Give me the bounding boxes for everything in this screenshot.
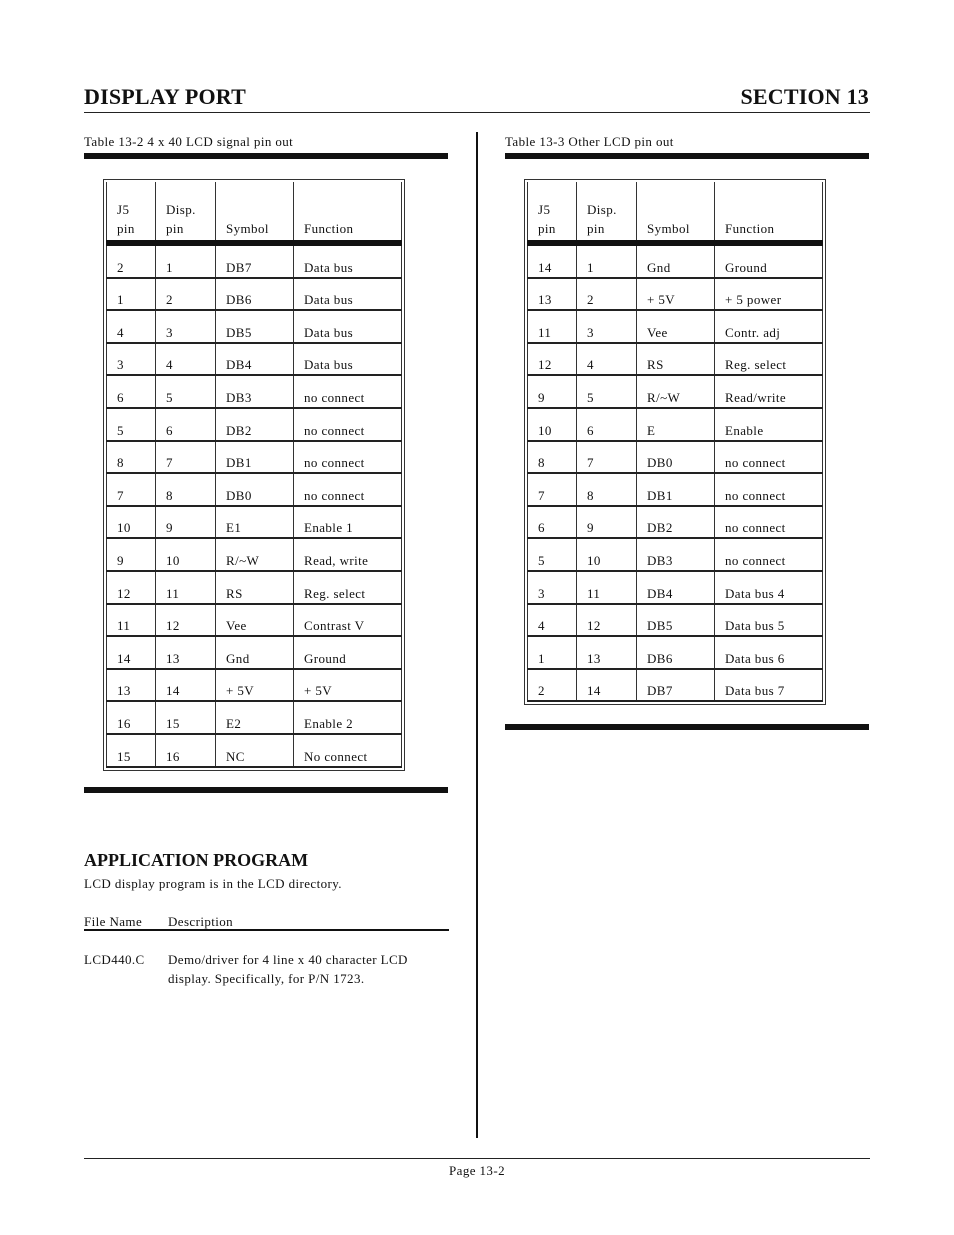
- table-row: [528, 473, 823, 506]
- table-cell: Reg. select: [294, 571, 402, 604]
- table-cell: 14: [528, 243, 577, 278]
- table-cell: 8: [577, 473, 637, 506]
- table-cell: Enable: [715, 408, 823, 441]
- table-cell: 4: [156, 343, 216, 376]
- table-13-3-grid: [527, 182, 823, 702]
- table-row: [528, 506, 823, 539]
- table-cell: 11: [156, 571, 216, 604]
- section-title: DISPLAY PORT: [84, 84, 246, 109]
- table-cell: DB3: [216, 375, 294, 408]
- table-cell: RS: [216, 571, 294, 604]
- table-cell: DB7: [637, 669, 715, 702]
- column-header: Function: [715, 182, 823, 243]
- table-cell: Ground: [715, 243, 823, 278]
- table-13-2-caption: Table 13-2 4 x 40 LCD signal pin out: [84, 134, 294, 149]
- header-row: [528, 182, 823, 243]
- table-cell: 12: [107, 571, 156, 604]
- table-cell: 10: [156, 538, 216, 571]
- table-cell: 8: [107, 441, 156, 474]
- table-cell: no connect: [715, 538, 823, 571]
- table-cell: Vee: [216, 604, 294, 637]
- file-description-line-1: Demo/driver for 4 line x 40 character LCD: [168, 952, 408, 967]
- table-cell: 3: [107, 343, 156, 376]
- table-cell: DB3: [637, 538, 715, 571]
- table-cell: 1: [577, 243, 637, 278]
- table-13-2-bottom-bar: [84, 787, 448, 793]
- table-cell: 3: [577, 310, 637, 343]
- table-cell: DB7: [216, 243, 294, 278]
- column-header: Function: [294, 182, 402, 243]
- table-13-2-top-bar: [84, 153, 448, 159]
- table-cell: 15: [107, 734, 156, 767]
- table-13-2-grid: [106, 182, 402, 768]
- table-cell: 16: [107, 701, 156, 734]
- table-cell: 13: [577, 636, 637, 669]
- table-13-3-bottom-bar: [505, 724, 869, 730]
- table-cell: 7: [528, 473, 577, 506]
- table-cell: 5: [107, 408, 156, 441]
- table-row: [107, 571, 402, 604]
- table-row: [107, 243, 402, 278]
- table-cell: Vee: [637, 310, 715, 343]
- table-row: [107, 278, 402, 311]
- table-cell: 8: [528, 441, 577, 474]
- table-cell: NC: [216, 734, 294, 767]
- table-cell: 5: [528, 538, 577, 571]
- table-13-3-caption: Table 13-3 Other LCD pin out: [505, 134, 674, 149]
- table-cell: 5: [156, 375, 216, 408]
- footer-rule: [84, 1158, 870, 1159]
- table-cell: 15: [156, 701, 216, 734]
- table-cell: no connect: [715, 473, 823, 506]
- table-cell: DB4: [216, 343, 294, 376]
- table-cell: 7: [107, 473, 156, 506]
- table-cell: 5: [577, 375, 637, 408]
- column-header: Disp. pin: [156, 182, 216, 243]
- column-header: Symbol: [637, 182, 715, 243]
- table-cell: Ground: [294, 636, 402, 669]
- table-cell: + 5V: [637, 278, 715, 311]
- table-row: [528, 243, 823, 278]
- table-cell: Enable 2: [294, 701, 402, 734]
- file-name: LCD440.C: [84, 952, 145, 967]
- table-cell: 16: [156, 734, 216, 767]
- table-cell: Contr. adj: [715, 310, 823, 343]
- column-divider: [476, 132, 478, 1138]
- table-cell: Gnd: [637, 243, 715, 278]
- table-cell: 9: [156, 506, 216, 539]
- table-cell: Data bus 7: [715, 669, 823, 702]
- page-number: Page 13-2: [449, 1163, 505, 1178]
- file-description-line-2: display. Specifically, for P/N 1723.: [168, 971, 365, 986]
- table-cell: Enable 1: [294, 506, 402, 539]
- table-row: [107, 506, 402, 539]
- header-row: [107, 182, 402, 243]
- table-cell: Reg. select: [715, 343, 823, 376]
- table-cell: E2: [216, 701, 294, 734]
- table-cell: DB2: [216, 408, 294, 441]
- table-cell: 2: [577, 278, 637, 311]
- table-cell: no connect: [715, 441, 823, 474]
- table-cell: 12: [577, 604, 637, 637]
- table-cell: R/~W: [216, 538, 294, 571]
- table-row: [528, 278, 823, 311]
- description-header: Description: [168, 914, 234, 929]
- table-row: [107, 538, 402, 571]
- table-row: [528, 408, 823, 441]
- table-cell: + 5V: [216, 669, 294, 702]
- table-cell: 12: [156, 604, 216, 637]
- application-intro: LCD display program is in the LCD directory.: [84, 876, 342, 891]
- file-list-rule: [84, 929, 449, 931]
- column-header: Disp. pin: [577, 182, 637, 243]
- table-cell: 1: [107, 278, 156, 311]
- table-row: [528, 343, 823, 376]
- table-cell: 13: [107, 669, 156, 702]
- column-header: J5 pin: [528, 182, 577, 243]
- table-row: [107, 375, 402, 408]
- table-row: [528, 441, 823, 474]
- table-cell: 8: [156, 473, 216, 506]
- table-cell: 12: [528, 343, 577, 376]
- table-cell: Data bus 6: [715, 636, 823, 669]
- table-cell: DB5: [637, 604, 715, 637]
- table-cell: No connect: [294, 734, 402, 767]
- table-row: [107, 701, 402, 734]
- table-cell: 2: [528, 669, 577, 702]
- table-cell: 4: [107, 310, 156, 343]
- table-row: [107, 310, 402, 343]
- table-cell: DB1: [216, 441, 294, 474]
- application-program-heading: APPLICATION PROGRAM: [84, 850, 309, 870]
- table-cell: 6: [577, 408, 637, 441]
- table-cell: 7: [156, 441, 216, 474]
- table-cell: 2: [156, 278, 216, 311]
- table-cell: 6: [156, 408, 216, 441]
- table-row: [528, 571, 823, 604]
- table-cell: + 5 power: [715, 278, 823, 311]
- table-cell: no connect: [294, 473, 402, 506]
- table-cell: DB5: [216, 310, 294, 343]
- table-cell: 6: [528, 506, 577, 539]
- table-cell: 14: [107, 636, 156, 669]
- table-13-3: [524, 179, 826, 705]
- table-row: [528, 636, 823, 669]
- table-cell: DB2: [637, 506, 715, 539]
- table-cell: 2: [107, 243, 156, 278]
- table-cell: 9: [107, 538, 156, 571]
- table-cell: 4: [528, 604, 577, 637]
- table-cell: Data bus: [294, 243, 402, 278]
- table-cell: 9: [528, 375, 577, 408]
- section-number: SECTION 13: [740, 84, 869, 109]
- table-cell: Gnd: [216, 636, 294, 669]
- table-cell: DB0: [216, 473, 294, 506]
- table-cell: 7: [577, 441, 637, 474]
- table-cell: E: [637, 408, 715, 441]
- table-cell: 3: [528, 571, 577, 604]
- table-cell: R/~W: [637, 375, 715, 408]
- table-cell: Data bus: [294, 310, 402, 343]
- table-cell: 11: [528, 310, 577, 343]
- table-row: [107, 408, 402, 441]
- table-cell: Read, write: [294, 538, 402, 571]
- table-cell: Data bus 4: [715, 571, 823, 604]
- table-cell: DB0: [637, 441, 715, 474]
- table-row: [528, 538, 823, 571]
- table-cell: Data bus: [294, 278, 402, 311]
- table-cell: 14: [577, 669, 637, 702]
- table-cell: 4: [577, 343, 637, 376]
- table-cell: DB4: [637, 571, 715, 604]
- table-cell: Contrast V: [294, 604, 402, 637]
- table-cell: Read/write: [715, 375, 823, 408]
- table-cell: 14: [156, 669, 216, 702]
- table-row: [528, 375, 823, 408]
- table-row: [107, 473, 402, 506]
- table-row: [528, 669, 823, 702]
- table-row: [107, 343, 402, 376]
- table-cell: 3: [156, 310, 216, 343]
- table-cell: 10: [577, 538, 637, 571]
- table-cell: + 5V: [294, 669, 402, 702]
- table-row: [107, 604, 402, 637]
- table-row: [107, 669, 402, 702]
- table-row: [528, 310, 823, 343]
- table-cell: 10: [107, 506, 156, 539]
- table-cell: RS: [637, 343, 715, 376]
- table-cell: 13: [528, 278, 577, 311]
- table-cell: DB6: [216, 278, 294, 311]
- file-name-header: File Name: [84, 914, 143, 929]
- header-rule: [84, 112, 870, 113]
- table-cell: 11: [577, 571, 637, 604]
- table-cell: no connect: [294, 441, 402, 474]
- table-cell: 1: [528, 636, 577, 669]
- table-cell: Data bus 5: [715, 604, 823, 637]
- table-cell: 11: [107, 604, 156, 637]
- table-cell: Data bus: [294, 343, 402, 376]
- table-13-3-top-bar: [505, 153, 869, 159]
- column-header: Symbol: [216, 182, 294, 243]
- table-row: [107, 441, 402, 474]
- table-cell: 10: [528, 408, 577, 441]
- table-cell: E1: [216, 506, 294, 539]
- table-13-2: [103, 179, 405, 771]
- table-cell: no connect: [294, 375, 402, 408]
- table-cell: 9: [577, 506, 637, 539]
- table-cell: no connect: [715, 506, 823, 539]
- table-row: [107, 734, 402, 767]
- table-cell: DB1: [637, 473, 715, 506]
- table-cell: DB6: [637, 636, 715, 669]
- table-cell: no connect: [294, 408, 402, 441]
- table-row: [528, 604, 823, 637]
- table-cell: 1: [156, 243, 216, 278]
- column-header: J5 pin: [107, 182, 156, 243]
- table-row: [107, 636, 402, 669]
- table-cell: 13: [156, 636, 216, 669]
- table-cell: 6: [107, 375, 156, 408]
